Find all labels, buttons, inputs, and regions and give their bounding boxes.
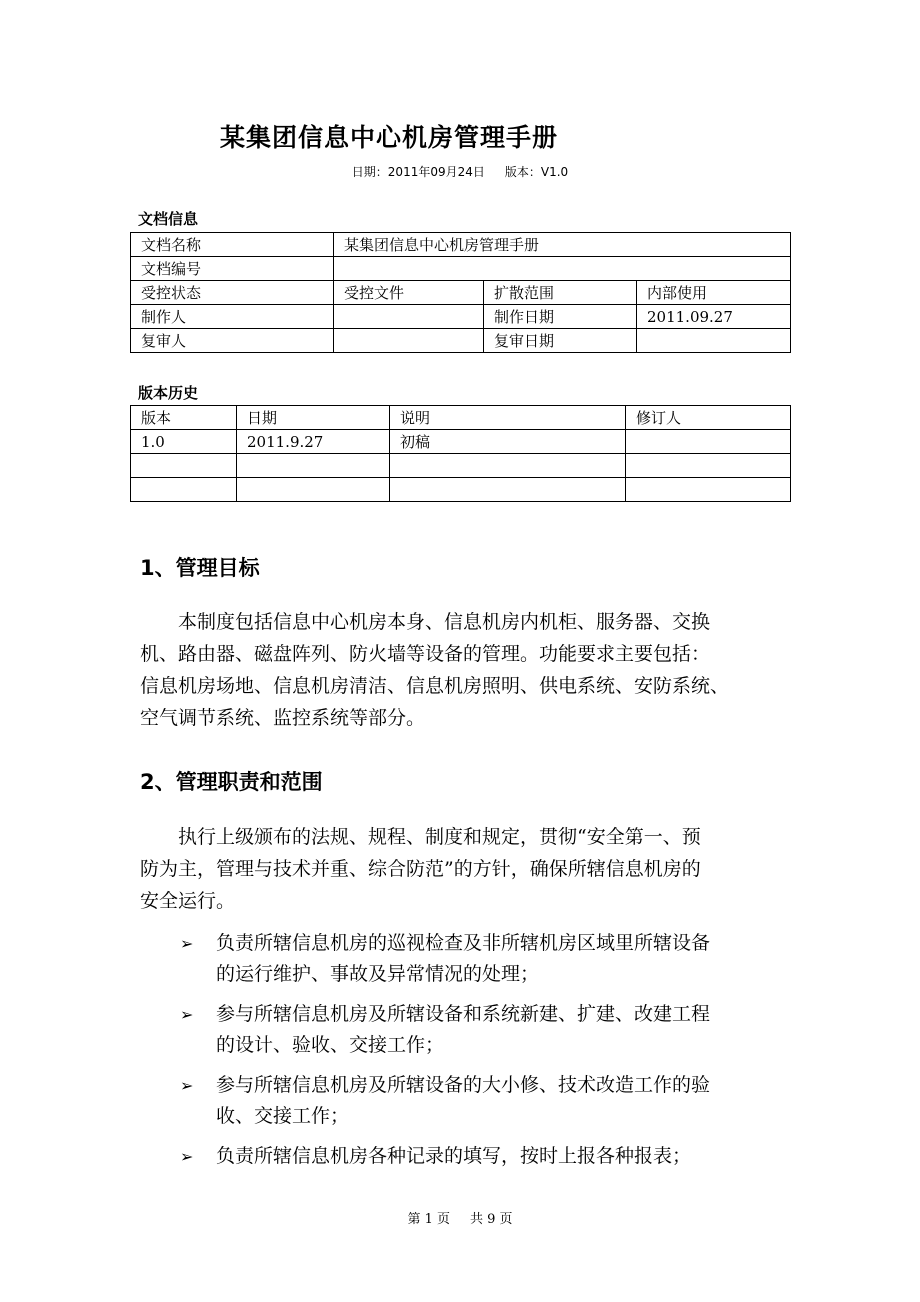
paragraph-line: 本制度包括信息中心机房本身、信息机房内机柜、服务器、交换	[178, 611, 711, 633]
column-header: 说明	[390, 406, 626, 430]
table-cell	[131, 454, 237, 478]
arrow-bullet-icon: ➢	[180, 1147, 194, 1166]
list-item	[180, 1070, 790, 1132]
table-cell	[390, 478, 626, 502]
table-cell	[334, 305, 484, 329]
table-row	[131, 430, 791, 454]
arrow-bullet-icon: ➢	[180, 1076, 194, 1095]
table-row	[131, 478, 791, 502]
table-cell	[334, 257, 791, 281]
table-cell: 文档编号	[131, 257, 334, 281]
table-cell: 1.0	[131, 430, 237, 454]
table-cell	[237, 478, 390, 502]
document-date: 日期：2011年09月24日	[351, 165, 485, 179]
table-cell	[626, 478, 791, 502]
list-item	[180, 1141, 790, 1172]
arrow-bullet-icon: ➢	[180, 934, 194, 953]
responsibility-list	[180, 928, 790, 1181]
table-cell	[626, 430, 791, 454]
table-cell: 2011.09.27	[637, 305, 791, 329]
document-title: 某集团信息中心机房管理手册	[220, 123, 559, 152]
table-row	[131, 257, 791, 281]
column-header: 日期	[237, 406, 390, 430]
table-row	[131, 233, 791, 257]
table-cell: 受控状态	[131, 281, 334, 305]
paragraph-line: 执行上级颁布的法规、规程、制度和规定，贯彻“安全第一、预	[178, 826, 701, 848]
table-cell	[334, 329, 484, 353]
table-row	[131, 281, 791, 305]
table-header-row	[131, 406, 791, 430]
column-header: 版本	[131, 406, 237, 430]
table-cell	[626, 454, 791, 478]
paragraph-line: 空气调节系统、监控系统等部分。	[140, 707, 426, 729]
table-cell: 复审人	[131, 329, 334, 353]
table-row	[131, 454, 791, 478]
table-cell: 某集团信息中心机房管理手册	[334, 233, 791, 257]
table-cell	[131, 478, 237, 502]
list-item-line: 收、交接工作；	[216, 1105, 350, 1127]
table-cell	[637, 329, 791, 353]
table-cell	[390, 454, 626, 478]
table-cell: 扩散范围	[484, 281, 637, 305]
table-cell: 复审日期	[484, 329, 637, 353]
table-cell: 受控文件	[334, 281, 484, 305]
table-cell: 内部使用	[637, 281, 791, 305]
list-item-line: 负责所辖信息机房各种记录的填写，按时上报各种报表；	[216, 1145, 692, 1167]
table-row	[131, 329, 791, 353]
table-cell: 2011.9.27	[237, 430, 390, 454]
table-row	[131, 305, 791, 329]
document-version: 版本：V1.0	[504, 165, 569, 179]
table-cell: 初稿	[390, 430, 626, 454]
list-item-line: 参与所辖信息机房及所辖设备的大小修、技术改造工作的验	[216, 1074, 711, 1096]
table-cell: 制作人	[131, 305, 334, 329]
document-date-version	[0, 163, 920, 180]
list-item-line: 负责所辖信息机房的巡视检查及非所辖机房区域里所辖设备	[216, 932, 711, 954]
page-total: 共 9 页	[470, 1212, 513, 1227]
section-2-paragraph	[140, 821, 785, 917]
page-number: 第 1 页	[407, 1212, 450, 1227]
page-footer	[0, 1208, 920, 1227]
column-header: 修订人	[626, 406, 791, 430]
list-item	[180, 999, 790, 1061]
section-heading-1: 1、管理目标	[140, 556, 260, 580]
paragraph-line: 信息机房场地、信息机房清洁、信息机房照明、供电系统、安防系统、	[140, 675, 730, 697]
list-item	[180, 928, 790, 990]
list-item-line: 参与所辖信息机房及所辖设备和系统新建、扩建、改建工程	[216, 1003, 711, 1025]
list-item-line: 的运行维护、事故及异常情况的处理；	[216, 963, 540, 985]
version-history-table	[130, 405, 791, 502]
table-cell: 文档名称	[131, 233, 334, 257]
section-heading-2: 2、管理职责和范围	[140, 770, 323, 794]
arrow-bullet-icon: ➢	[180, 1005, 194, 1024]
doc-info-label: 文档信息	[138, 210, 199, 228]
doc-info-table	[130, 232, 791, 353]
list-item-line: 的设计、验收、交接工作；	[216, 1034, 445, 1056]
version-history-label: 版本历史	[138, 384, 199, 402]
paragraph-line: 防为主，管理与技术并重、综合防范”的方针，确保所辖信息机房的	[140, 858, 701, 880]
paragraph-line: 安全运行。	[140, 890, 236, 912]
table-cell	[237, 454, 390, 478]
table-cell: 制作日期	[484, 305, 637, 329]
section-1-paragraph	[140, 606, 785, 734]
paragraph-line: 机、路由器、磁盘阵列、防火墙等设备的管理。功能要求主要包括：	[140, 643, 711, 665]
